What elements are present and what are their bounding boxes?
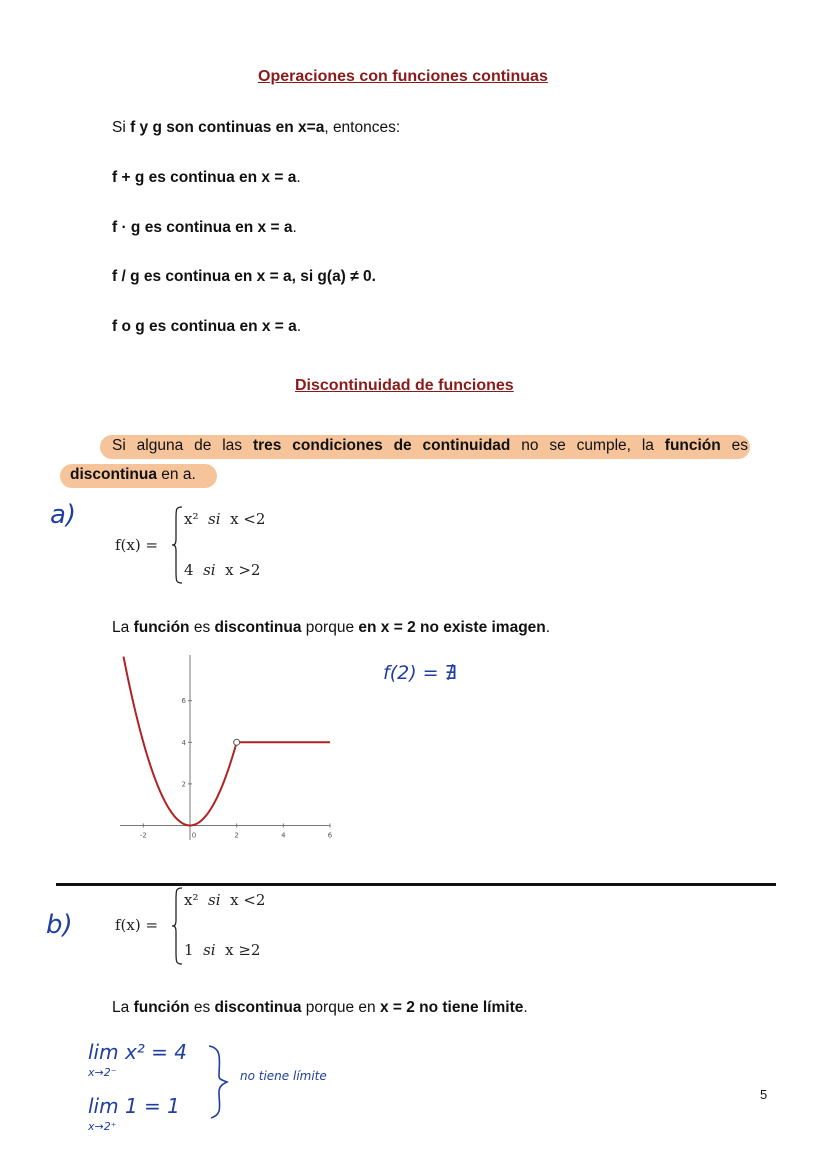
- def-b3: discontinua: [70, 466, 157, 483]
- def-b2: función: [664, 437, 721, 454]
- brace-a: [170, 505, 184, 585]
- def-t1: Si alguna de las: [112, 437, 253, 454]
- rule-product-period: .: [292, 219, 297, 236]
- expa-t4: .: [545, 619, 551, 636]
- section-title-operaciones: Operaciones con funciones continuas: [258, 68, 548, 85]
- rule-quotient-period: .: [371, 268, 376, 285]
- expa-t1: La: [112, 619, 134, 636]
- a-case1-si: si: [208, 510, 221, 528]
- x-tick-label: 4: [281, 831, 286, 840]
- handwritten-f2: f(2) = ∄: [383, 662, 457, 684]
- rule-composition: [112, 318, 301, 336]
- function-b-case2: [184, 941, 260, 959]
- brace-b: [170, 886, 184, 966]
- expa-t3: porque: [301, 619, 359, 636]
- def-t3: es: [720, 437, 749, 454]
- b-case2-si: si: [203, 941, 216, 959]
- b-case2-cond: x ≥2: [225, 941, 261, 959]
- expb-t3: porque en: [301, 999, 380, 1016]
- label-b: b): [46, 910, 73, 940]
- expb-b3: x = 2 no tiene límite: [379, 999, 524, 1016]
- graph-a: [115, 650, 340, 860]
- divider-rule: [56, 883, 776, 886]
- graph-curves: [124, 657, 331, 826]
- function-a-case1: [184, 510, 265, 528]
- intro-pre: Si: [112, 119, 131, 136]
- a-case2-si: si: [203, 561, 216, 579]
- series-parabola: [124, 657, 237, 826]
- expa-b2: discontinua: [214, 619, 302, 636]
- b-case1-cond: x <2: [230, 891, 266, 909]
- intro-post: , entonces:: [324, 119, 401, 136]
- y-tick-label: 2: [181, 780, 186, 789]
- rule-quotient-text: f / g es continua en x = a, si g(a) ≠ 0: [112, 268, 372, 285]
- def-b1: tres condiciones de continuidad: [252, 437, 511, 454]
- expb-t4: .: [523, 999, 528, 1016]
- expa-t2: es: [189, 619, 215, 636]
- definition-line-2: [70, 466, 196, 484]
- x-tick-label: 0: [191, 831, 197, 840]
- handwritten-sub-right: x→2⁺: [88, 1120, 117, 1133]
- function-b-lhs: f(x) =: [115, 916, 159, 934]
- rule-composition-period: .: [296, 318, 302, 335]
- handwritten-sub-left: x→2⁻: [88, 1066, 117, 1079]
- expb-b2: discontinua: [214, 999, 302, 1016]
- open-point: [234, 739, 240, 745]
- handwritten-lim-left: lim x² = 4: [88, 1040, 188, 1064]
- b-case1-si: si: [208, 891, 221, 909]
- y-tick-label: 6: [181, 697, 186, 706]
- def-t4: en a.: [156, 466, 196, 483]
- graph-axes: [120, 655, 330, 840]
- intro-bold: f y g son continuas en x=a: [130, 119, 325, 136]
- b-case2-expr: 1: [184, 941, 194, 959]
- function-a-case2: [184, 561, 260, 579]
- handwritten-no-limit: no tiene límite: [240, 1069, 327, 1083]
- rule-composition-text: f o g es continua en x = a: [112, 318, 297, 335]
- expa-b3: en x = 2 no existe imagen: [358, 619, 546, 636]
- a-case2-expr: 4: [184, 561, 194, 579]
- intro-line: [112, 119, 400, 137]
- rule-product-text: f · g es continua en x = a: [112, 219, 293, 236]
- graph-ticks: [140, 697, 333, 839]
- expb-b1: función: [133, 999, 190, 1016]
- x-tick-label: 2: [234, 831, 239, 840]
- rule-sum-text: f + g es continua en x = a: [112, 169, 297, 186]
- x-tick-label: 6: [327, 831, 333, 840]
- x-tick-label: -2: [139, 831, 147, 840]
- explanation-a: [112, 619, 550, 637]
- a-case1-cond: x <2: [230, 510, 266, 528]
- function-b-case1: [184, 891, 265, 909]
- b-case1-expr: x²: [184, 891, 199, 909]
- expb-t2: es: [189, 999, 215, 1016]
- page-number: 5: [760, 1087, 768, 1102]
- rule-quotient: [112, 268, 376, 286]
- section-title-discontinuidad: Discontinuidad de funciones: [295, 377, 514, 394]
- y-tick-label: 4: [181, 738, 186, 747]
- label-a: a): [50, 500, 77, 530]
- rule-sum-period: .: [296, 169, 301, 186]
- handwritten-lim-right: lim 1 = 1: [88, 1094, 180, 1118]
- a-case1-expr: x²: [184, 510, 199, 528]
- explanation-b: [112, 999, 528, 1017]
- handwritten-brace: [205, 1042, 235, 1122]
- expa-b1: función: [133, 619, 190, 636]
- function-a-lhs: f(x) =: [115, 536, 159, 554]
- def-t2: no se cumple, la: [510, 437, 665, 454]
- rule-sum: [112, 169, 301, 187]
- rule-product: [112, 219, 297, 237]
- expb-t1: La: [112, 999, 134, 1016]
- a-case2-cond: x >2: [225, 561, 261, 579]
- definition-line-1: [112, 437, 748, 455]
